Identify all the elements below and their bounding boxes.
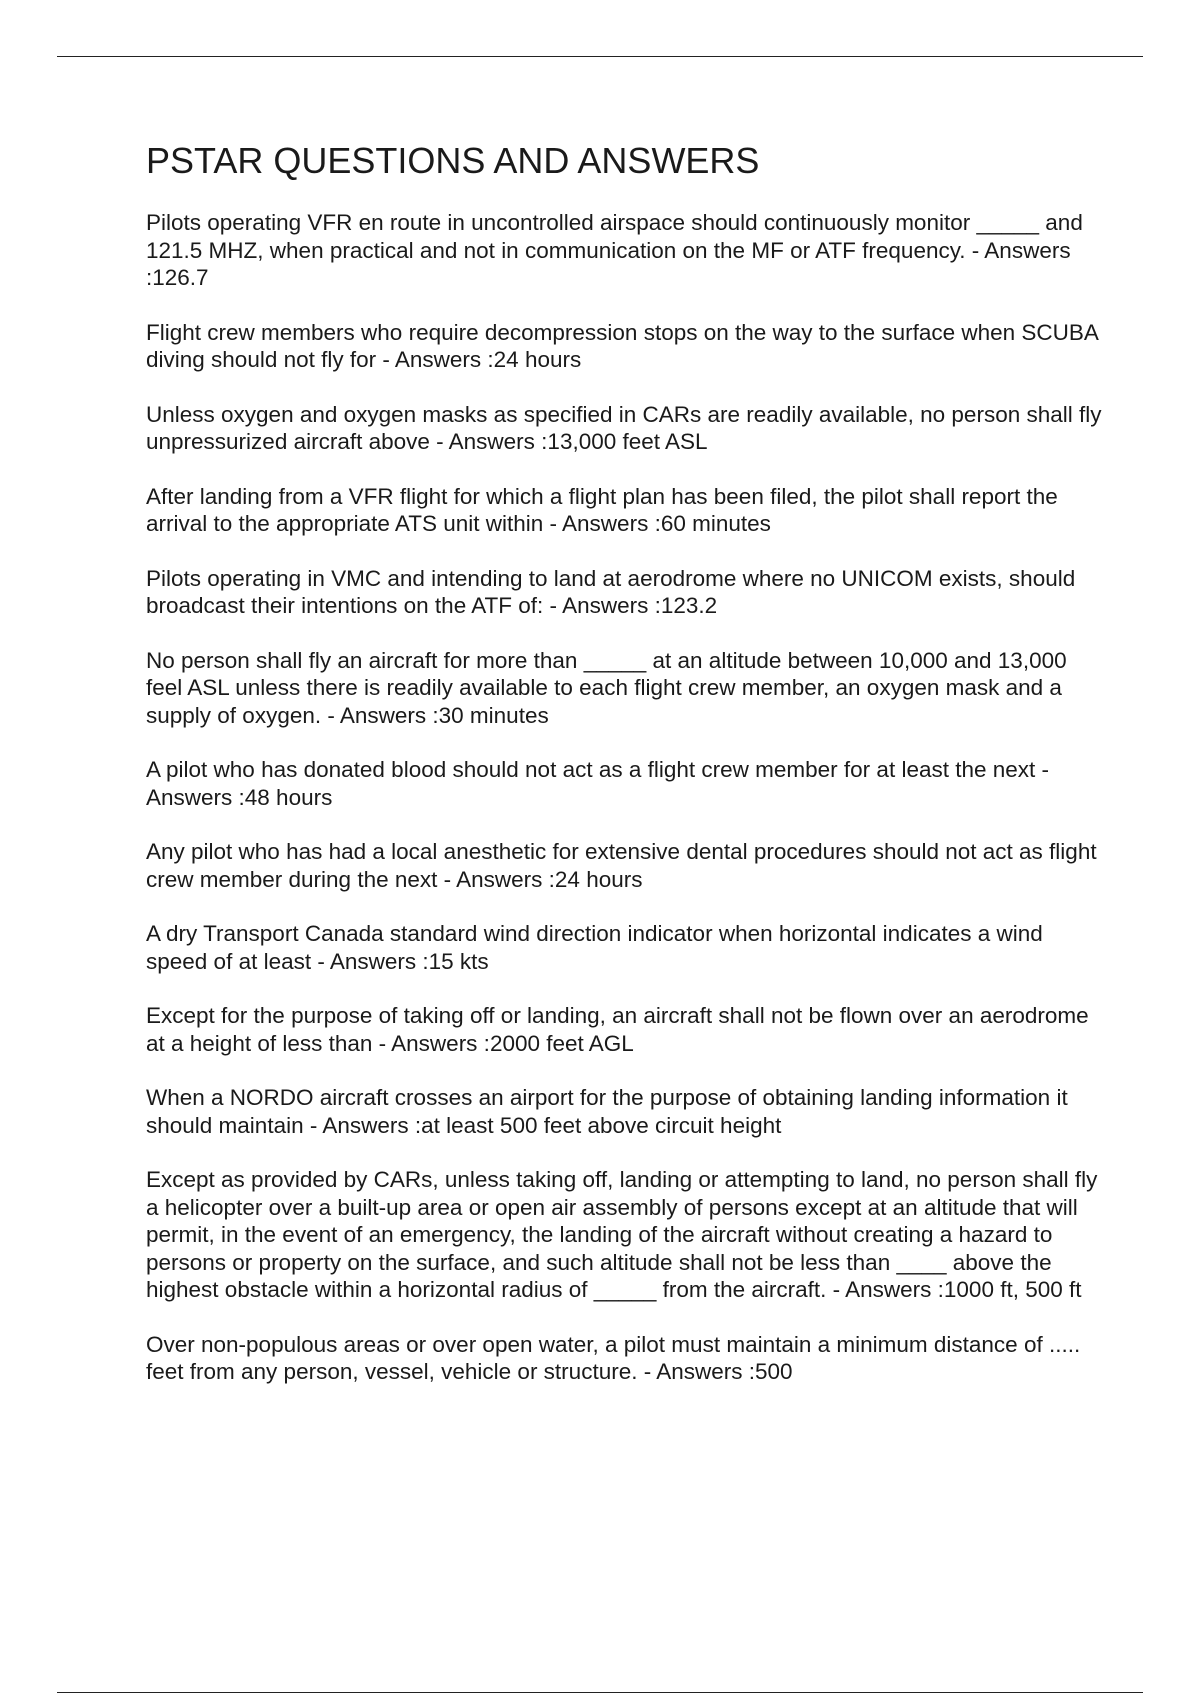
qa-entry: Pilots operating VFR en route in uncontrolled airspace should continuously monitor _____ and 121.5 MHZ, when practical and not in communication on the MF or ATF frequency. - Answers :126.7	[146, 210, 1083, 291]
top-divider	[57, 56, 1143, 57]
qa-entry: No person shall fly an aircraft for more than _____ at an altitude between 10,000 and 13,000 feel ASL unless there is readily available to each flight crew member, an oxygen mask and a supply of oxygen. - Answers :30 minutes	[146, 647, 1067, 728]
qa-entry: Except as provided by CARs, unless taking off, landing or attempting to land, no person shall fly a helicopter over a built-up area or open air assembly of persons except at an altitude that will permit, in the event of an emergency, the landing of the aircraft without creating a hazard to persons or property on the surface, and such altitude shall not be less than ____ above the highest obstacle within a horizontal radius of _____ from the aircraft. - Answers :1000 ft, 500 ft	[146, 1167, 1098, 1303]
qa-entry: Any pilot who has had a local anesthetic for extensive dental procedures should not act as flight crew member during the next - Answers :24 hours	[146, 839, 1097, 892]
page-title: PSTAR QUESTIONS AND ANSWERS	[146, 140, 760, 181]
qa-entry: Over non-populous areas or over open water, a pilot must maintain a minimum distance of ..... feet from any person, vessel, vehicle or structure. - Answers :500	[146, 1331, 1081, 1385]
qa-entry: Flight crew members who require decompression stops on the way to the surface when SCUBA diving should not fly for - Answers :24 hours	[146, 319, 1098, 373]
qa-entry: After landing from a VFR flight for which a flight plan has been filed, the pilot shall report the arrival to the appropriate ATS unit within - Answers :60 minutes	[146, 483, 1058, 537]
bottom-divider	[57, 1692, 1143, 1693]
qa-entry: Unless oxygen and oxygen masks as specified in CARs are readily available, no person shall fly unpressurized aircraft above - Answers :13,000 feet ASL	[146, 401, 1102, 455]
qa-entry: Except for the purpose of taking off or landing, an aircraft shall not be flown over an aerodrome at a height of less than - Answers :2000 feet AGL	[146, 1003, 1089, 1056]
qa-entry: A pilot who has donated blood should not act as a flight crew member for at least the next - Answers :48 hours	[146, 757, 1050, 810]
qa-entry: When a NORDO aircraft crosses an airport for the purpose of obtaining landing information it should maintain - Answers :at least 500 feet above circuit height	[146, 1085, 1068, 1138]
document-body	[146, 140, 1106, 1413]
qa-entry: Pilots operating in VMC and intending to land at aerodrome where no UNICOM exists, should broadcast their intentions on the ATF of: - Answers :123.2	[146, 565, 1076, 619]
qa-entry: A dry Transport Canada standard wind direction indicator when horizontal indicates a wind speed of at least - Answers :15 kts	[146, 921, 1043, 974]
